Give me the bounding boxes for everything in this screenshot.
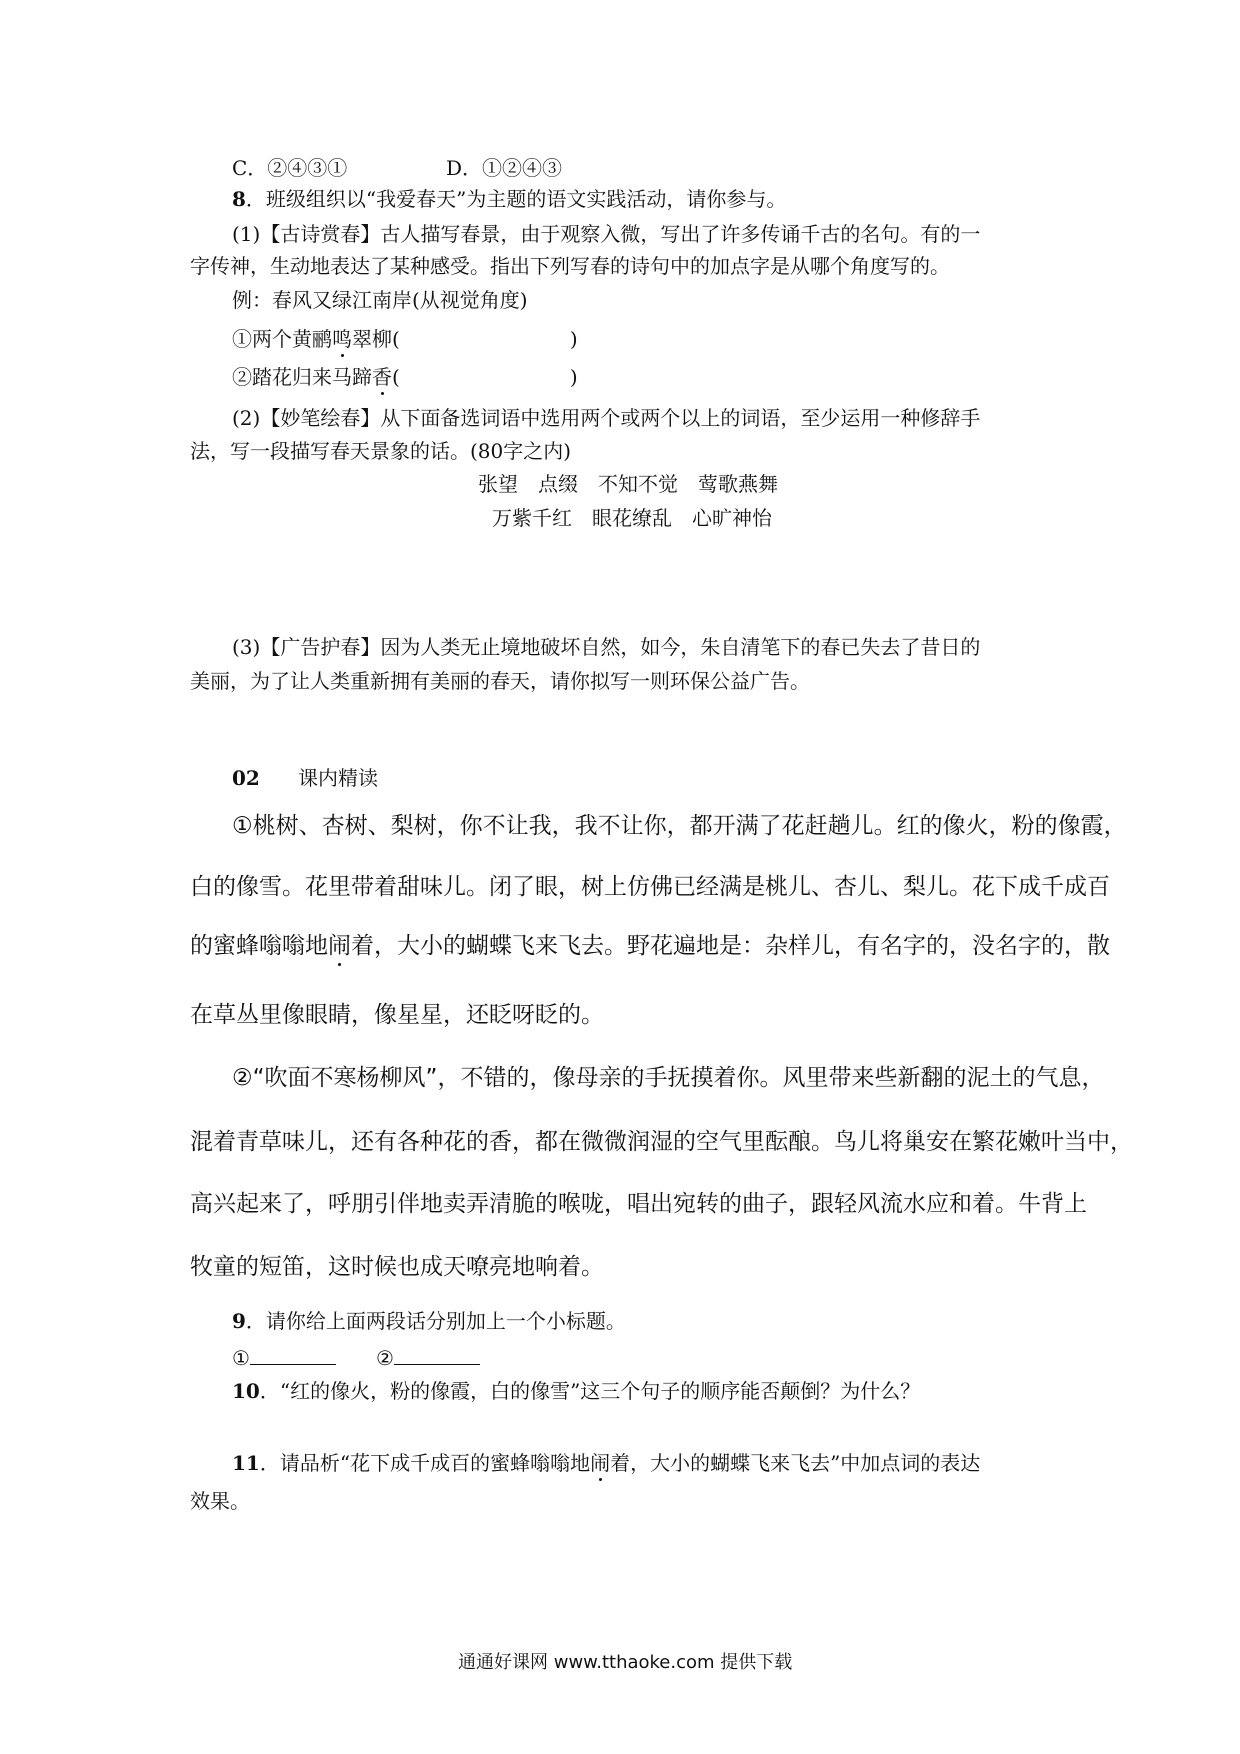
q11-line1 (232, 1450, 980, 1476)
q9-number: 9 (232, 1309, 246, 1333)
section-number: 02 (232, 766, 260, 790)
q9-stem (232, 1308, 626, 1334)
q8-part1-line1: (1)【古诗赏春】古人描写春景，由于观察入微，写出了许多传诵千古的名句。有的一 (232, 222, 981, 246)
q11-number: 11 (232, 1451, 260, 1475)
q8-stem (232, 186, 786, 212)
q8-part3-line1: (3)【广告护春】因为人类无止境地破坏自然，如今，朱自清笔下的春已失去了昔日的 (232, 635, 981, 659)
passage-p2-line2: 混着青草味儿，还有各种花的香，都在微微润湿的空气里酝酿。鸟儿将巢安在繁花嫩叶当中， (190, 1129, 1133, 1155)
q11-line2: 效果。 (190, 1489, 250, 1513)
q9-text: ．请你给上面两段话分别加上一个小标题。 (245, 1309, 626, 1333)
passage-p1-line1: ①桃树、杏树、梨树，你不让我，我不让你，都开满了花赶趟儿。红的像火，粉的像霞， (232, 813, 1127, 839)
q8-example: 例：春风又绿江南岸(从视觉角度) (232, 288, 528, 312)
q10-text: ．“红的像火，粉的像霞，白的像雪”这三个句子的顺序能否颠倒？为什么？ (259, 1379, 921, 1403)
passage-p2-line3: 高兴起来了，呼朋引伴地卖弄清脆的喉咙，唱出宛转的曲子，跟轻风流水应和着。牛背上 (190, 1191, 1087, 1217)
q8-item2-close: ) (569, 365, 578, 389)
q11-dot-char: 闹 (590, 1451, 611, 1475)
q7-option-c: C．②④③① (232, 156, 348, 180)
q9-blank1-label: ① (232, 1346, 250, 1370)
q8-part2-line1: (2)【妙笔绘春】从下面备选词语中选用两个或两个以上的词语，至少运用一种修辞手 (232, 406, 981, 430)
q8-word-bank-line1: 张望 点缀 不知不觉 莺歌燕舞 (478, 472, 778, 496)
passage-p1-line3-pre: 的蜜蜂嗡嗡地 (190, 933, 328, 959)
passage-p1-line2: 白的像雪。花里带着甜味儿。闭了眼，树上仿佛已经满是桃儿、杏儿、梨儿。花下成千成百 (190, 874, 1110, 900)
passage-p1-line3-post: 着，大小的蝴蝶飞来飞去。野花遍地是：杂样儿，有名字的，没名字的，散 (351, 933, 1110, 959)
passage-p1-line3 (190, 931, 1110, 961)
q9-blank1[interactable] (250, 1346, 336, 1365)
section-title: 课内精读 (298, 766, 378, 790)
q9-blank2[interactable] (394, 1346, 480, 1365)
q8-item2-dot-char: 香 (372, 365, 392, 389)
q8-item2-post: ( (392, 365, 400, 389)
q10-number: 10 (232, 1379, 260, 1403)
passage-p1-line4: 在草丛里像眼睛，像星星，还眨呀眨的。 (190, 1002, 604, 1028)
q9-blank2-label: ② (375, 1346, 394, 1370)
q8-part1-line2: 字传神，生动地表达了某种感受。指出下列写春的诗句中的加点字是从哪个角度写的。 (190, 254, 950, 278)
q8-part3-line2: 美丽，为了让人类重新拥有美丽的春天，请你拟写一则环保公益广告。 (190, 669, 810, 693)
q8-word-bank-line2: 万紫千红 眼花缭乱 心旷神怡 (492, 506, 772, 530)
q8-item1-post: 翠柳( (352, 327, 400, 351)
q7-option-d: D．①②④③ (446, 156, 563, 180)
q8-stem-text: ．班级组织以“我爱春天”为主题的语文实践活动，请你参与。 (245, 187, 787, 211)
q8-item1-dot-char: 鸣 (332, 327, 352, 351)
q10-stem (232, 1378, 920, 1404)
q11-line1-post: 着，大小的蝴蝶飞来飞去”中加点词的表达 (610, 1451, 981, 1475)
q11-line1-pre: ．请品析“花下成千成百的蜜蜂嗡嗡地 (259, 1451, 591, 1475)
q8-item1-pre: ①两个黄鹂 (232, 327, 332, 351)
q9-answer-row (232, 1345, 480, 1371)
page-footer: 通通好课网 www.tthaoke.com 提供下载 (458, 1652, 793, 1673)
q8-item1 (232, 326, 578, 352)
q8-part2-line2: 法，写一段描写春天景象的话。(80字之内) (190, 439, 572, 463)
passage-p2-line4: 牧童的短笛，这时候也成天嘹亮地响着。 (190, 1254, 604, 1280)
q8-item2-pre: ②踏花归来马蹄 (232, 365, 372, 389)
q8-number: 8 (232, 187, 246, 211)
q8-item2 (232, 364, 578, 390)
q8-item1-close: ) (569, 327, 578, 351)
passage-p2-line1: ②“吹面不寒杨柳风”，不错的，像母亲的手抚摸着你。风里带来些新翻的泥土的气息， (232, 1065, 1105, 1091)
passage-dot-char: 闹 (328, 933, 351, 959)
